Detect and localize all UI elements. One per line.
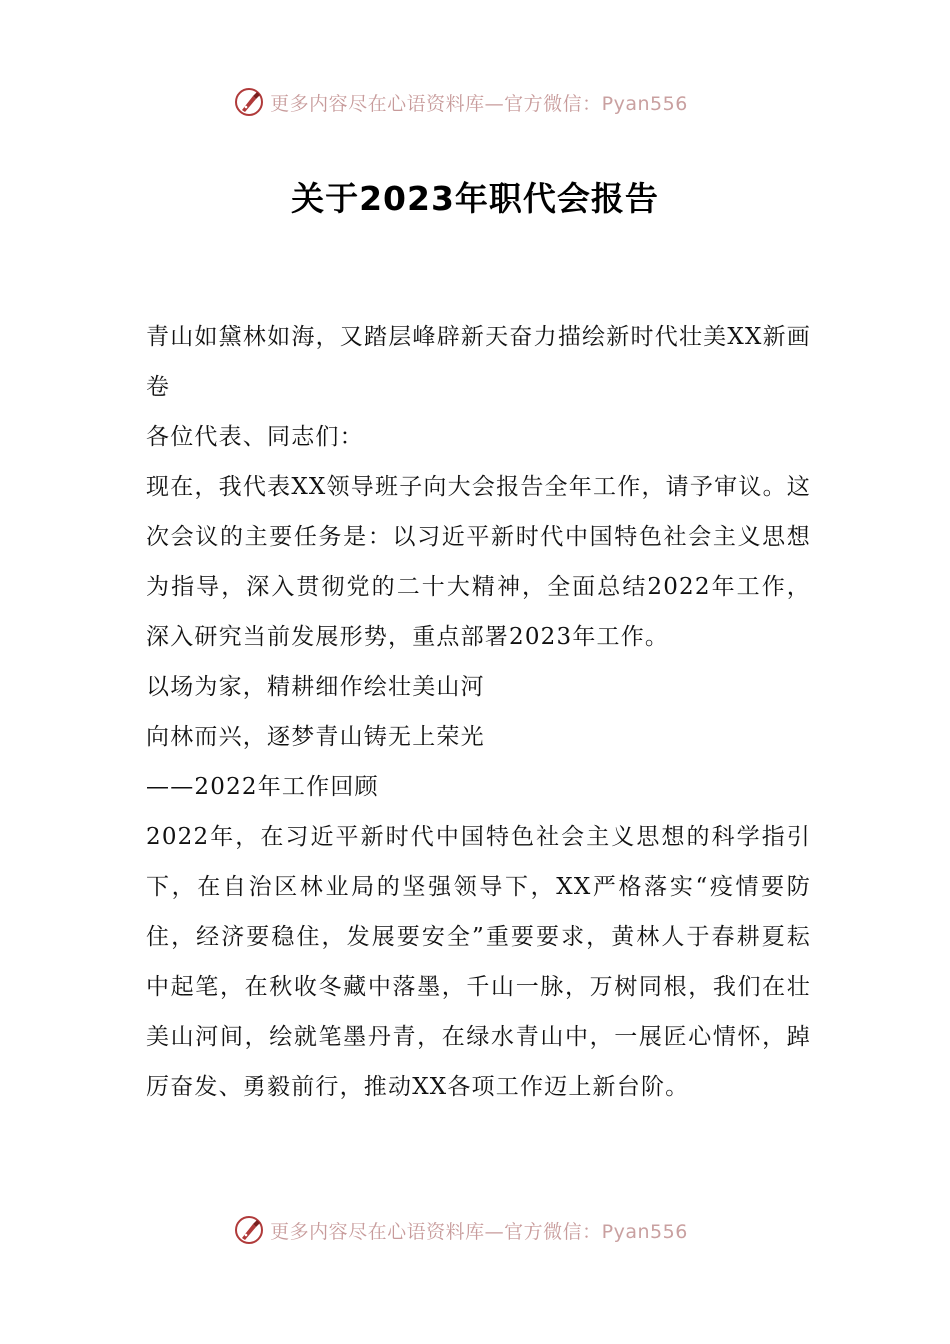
document-title: 关于2023年职代会报告 [291,179,659,218]
watermark-footer [0,1210,950,1250]
paragraph-heading-line-2: 向林而兴，逐梦青山铸无上荣光 [146,724,485,750]
watermark-text: 更多内容尽在心语资料库—官方微信：Pyan556 [270,92,688,115]
pen-nib-logo-icon [234,87,264,117]
watermark-wechat-id: Pyan556 [601,92,688,115]
watermark-text: 更多内容尽在心语资料库—官方微信：Pyan556 [270,1220,688,1243]
paragraph-review: 2022年，在习近平新时代中国特色社会主义思想的科学指引下，在自治区林业局的坚强领导下，XX严格落实“疫情要防住，经济要稳住，发展要安全”重要要求，黄林人于春耕夏耘中起笔，在秋收冬藏中落墨，千山一脉，万树同根，我们在壮美山河间，绘就笔墨丹青，在绿水青山中，一展匠心情怀，踔厉奋发、勇毅前行，推动XX各项工作迈上新台阶。 [146,824,812,1100]
paragraph-intro: 现在，我代表XX领导班子向大会报告全年工作，请予审议。这次会议的主要任务是：以习近平新时代中国特色社会主义思想为指导，深入贯彻党的二十大精神，全面总结2022年工作，深入研究当前发展形势，重点部署2023年工作。 [146,474,811,650]
pen-nib-logo-icon [234,1215,264,1245]
watermark-header [0,82,950,122]
paragraph-salutation: 各位代表、同志们： [146,424,364,450]
paragraph-heading-line-1: 以场为家，精耕细作绘壮美山河 [146,674,485,700]
paragraph-slogan: 青山如黛林如海，又踏层峰辟新天奋力描绘新时代壮美XX新画卷 [146,324,811,400]
paragraph-section-heading: ——2022年工作回顾 [146,774,379,800]
document-body [146,312,811,1112]
watermark-wechat-id: Pyan556 [601,1220,688,1243]
